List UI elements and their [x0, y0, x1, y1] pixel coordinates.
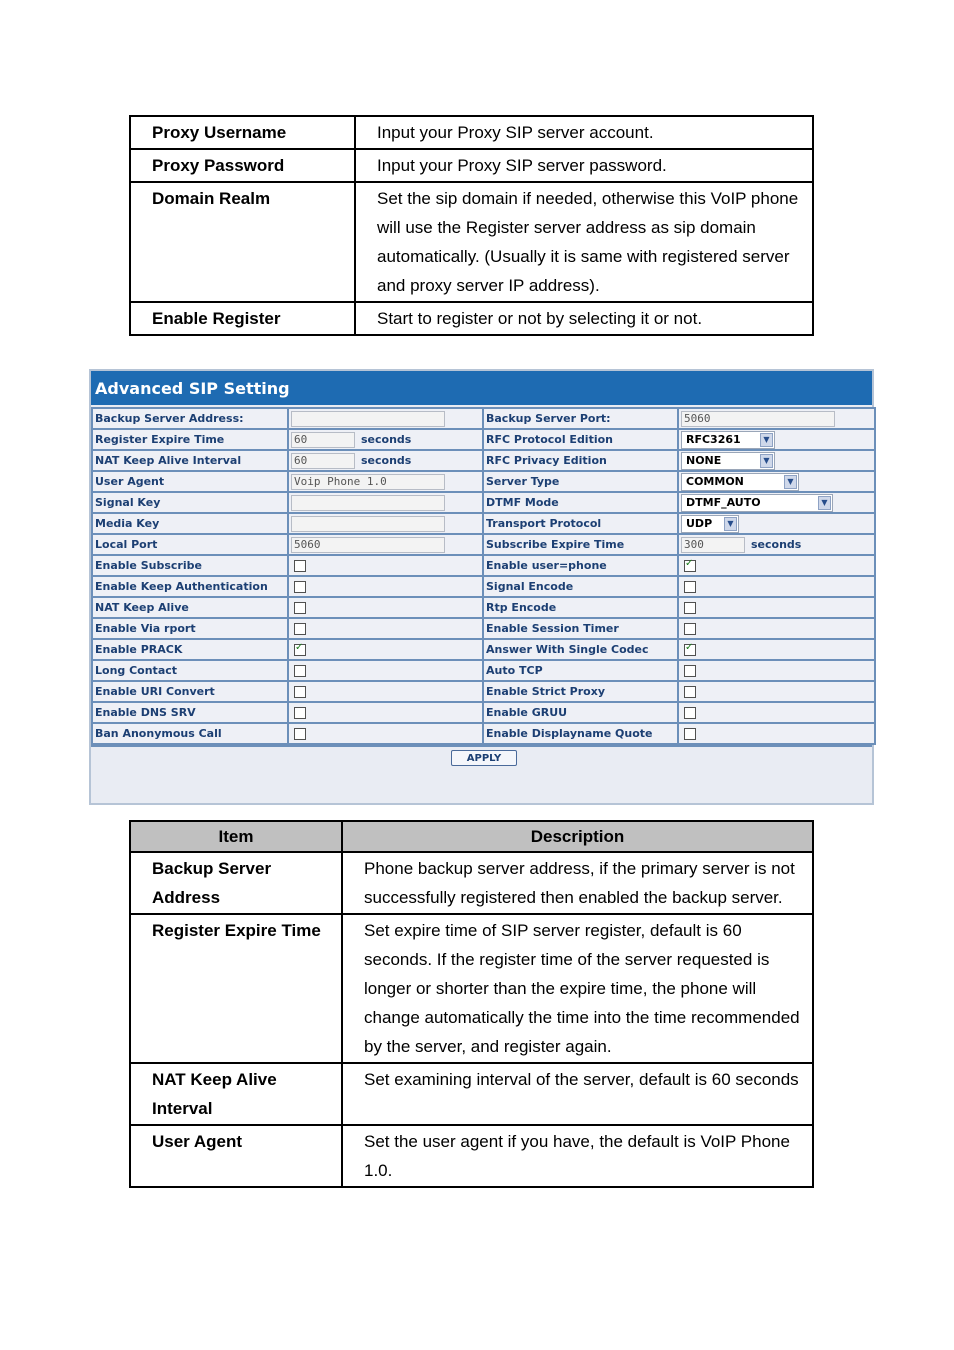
sip-setting-row [92, 534, 875, 555]
setting-label: Enable Strict Proxy [483, 681, 678, 702]
checkbox-checked[interactable] [684, 644, 696, 656]
setting-label: NAT Keep Alive Interval [92, 450, 288, 471]
table-row [130, 149, 813, 182]
description-cell: Phone backup server address, if the primary server is not successfully registered then enabled the backup server. [342, 852, 813, 914]
setting-label: Signal Encode [483, 576, 678, 597]
sip-setting-row [92, 681, 875, 702]
description-cell: Set the user agent if you have, the default is VoIP Phone 1.0. [342, 1125, 813, 1187]
setting-value [288, 702, 483, 723]
setting-label: Enable Via rport [92, 618, 288, 639]
description-cell: Set expire time of SIP server register, default is 60 seconds. If the register time of the server requested is longer or shorter than the expire time, the phone will change automatically the time into the time recommended by the server, and register again. [342, 914, 813, 1063]
setting-label: Enable Session Timer [483, 618, 678, 639]
table-row [130, 1063, 813, 1125]
item-header: Item [130, 821, 342, 852]
checkbox[interactable] [294, 581, 306, 593]
setting-label: Subscribe Expire Time [483, 534, 678, 555]
setting-value [288, 408, 483, 429]
select-dropdown[interactable] [681, 494, 833, 512]
setting-value [678, 471, 875, 492]
checkbox[interactable] [294, 707, 306, 719]
description-cell: Start to register or not by selecting it or not. [355, 302, 813, 335]
setting-label: Enable Keep Authentication [92, 576, 288, 597]
setting-label: RFC Protocol Edition [483, 429, 678, 450]
description-cell: Input your Proxy SIP server password. [355, 149, 813, 182]
setting-value [288, 639, 483, 660]
text-input[interactable] [291, 516, 445, 532]
setting-value [288, 618, 483, 639]
sip-setting-row [92, 660, 875, 681]
sip-description-table [129, 820, 814, 1188]
setting-label: Backup Server Address: [92, 408, 288, 429]
sip-setting-row [92, 702, 875, 723]
table-row [130, 182, 813, 302]
setting-label: Enable user=phone [483, 555, 678, 576]
chevron-down-icon: ▼ [760, 433, 773, 447]
setting-value [288, 660, 483, 681]
setting-value [678, 618, 875, 639]
item-cell: Domain Realm [130, 182, 355, 302]
setting-value [288, 534, 483, 555]
checkbox[interactable] [684, 623, 696, 635]
checkbox[interactable] [684, 581, 696, 593]
checkbox[interactable] [294, 560, 306, 572]
setting-label: Rtp Encode [483, 597, 678, 618]
setting-label: Enable URI Convert [92, 681, 288, 702]
setting-value [288, 555, 483, 576]
setting-value [288, 597, 483, 618]
setting-value [678, 450, 875, 471]
text-input[interactable]: 60 [291, 453, 355, 469]
setting-value [678, 660, 875, 681]
setting-value [678, 408, 875, 429]
setting-label: NAT Keep Alive [92, 597, 288, 618]
chevron-down-icon: ▼ [724, 517, 737, 531]
text-input[interactable]: 5060 [681, 411, 835, 427]
text-input[interactable]: 60 [291, 432, 355, 448]
setting-value [678, 513, 875, 534]
setting-label: Backup Server Port: [483, 408, 678, 429]
sip-setting-row [92, 597, 875, 618]
table-row [130, 116, 813, 149]
setting-value [678, 639, 875, 660]
setting-label: Answer With Single Codec [483, 639, 678, 660]
select-value: RFC3261 [686, 432, 741, 446]
item-cell: Enable Register [130, 302, 355, 335]
setting-label: Local Port [92, 534, 288, 555]
seconds-label: seconds [751, 537, 802, 551]
text-input[interactable]: 5060 [291, 537, 445, 553]
setting-value [288, 471, 483, 492]
sip-setting-row [92, 408, 875, 429]
setting-label: Enable Displayname Quote [483, 723, 678, 744]
setting-label: Ban Anonymous Call [92, 723, 288, 744]
setting-value [678, 429, 875, 450]
checkbox-checked[interactable] [684, 560, 696, 572]
setting-label: Long Contact [92, 660, 288, 681]
checkbox[interactable] [294, 623, 306, 635]
setting-value [678, 555, 875, 576]
item-cell: NAT Keep Alive Interval [130, 1063, 342, 1125]
checkbox[interactable] [684, 686, 696, 698]
sip-setting-row [92, 555, 875, 576]
select-dropdown[interactable] [681, 431, 775, 449]
setting-value [678, 702, 875, 723]
seconds-label: seconds [361, 432, 412, 446]
sip-setting-row [92, 723, 875, 744]
setting-value [288, 681, 483, 702]
item-cell: Proxy Username [130, 116, 355, 149]
setting-label: Signal Key [92, 492, 288, 513]
setting-label: DTMF Mode [483, 492, 678, 513]
setting-label: Enable GRUU [483, 702, 678, 723]
checkbox[interactable] [684, 602, 696, 614]
proxy-settings-table [129, 115, 814, 336]
setting-label: Auto TCP [483, 660, 678, 681]
setting-value [288, 450, 483, 471]
setting-value [288, 429, 483, 450]
setting-value [678, 681, 875, 702]
checkbox[interactable] [294, 728, 306, 740]
select-value: UDP [686, 516, 713, 530]
sip-setting-row [92, 429, 875, 450]
chevron-down-icon: ▼ [760, 454, 773, 468]
sip-setting-row [92, 471, 875, 492]
description-cell: Set examining interval of the server, default is 60 seconds [342, 1063, 813, 1125]
sip-setting-row [92, 639, 875, 660]
select-value: NONE [686, 453, 722, 467]
text-input[interactable]: Voip Phone 1.0 [291, 474, 445, 490]
checkbox[interactable] [684, 728, 696, 740]
chevron-down-icon: ▼ [784, 475, 797, 489]
setting-value [678, 723, 875, 744]
sip-settings-grid [91, 407, 876, 745]
setting-label: User Agent [92, 471, 288, 492]
select-dropdown[interactable] [681, 452, 775, 470]
panel-title: Advanced SIP Setting [91, 371, 872, 405]
setting-value [678, 576, 875, 597]
seconds-label: seconds [361, 453, 412, 467]
setting-value [678, 492, 875, 513]
advanced-sip-setting-panel [89, 369, 874, 805]
table-row [130, 852, 813, 914]
text-input[interactable] [291, 411, 445, 427]
table-row [130, 914, 813, 1063]
select-value: COMMON [686, 474, 744, 488]
setting-label: Enable PRACK [92, 639, 288, 660]
table-row [130, 302, 813, 335]
setting-label: Media Key [92, 513, 288, 534]
item-cell: Register Expire Time [130, 914, 342, 1063]
checkbox-checked[interactable] [294, 644, 306, 656]
item-cell: User Agent [130, 1125, 342, 1187]
text-input[interactable] [291, 495, 445, 511]
setting-label: Server Type [483, 471, 678, 492]
setting-value [678, 597, 875, 618]
setting-label: Register Expire Time [92, 429, 288, 450]
item-cell: Proxy Password [130, 149, 355, 182]
setting-value [288, 576, 483, 597]
checkbox[interactable] [294, 665, 306, 677]
text-input[interactable]: 300 [681, 537, 745, 553]
select-dropdown[interactable] [681, 515, 739, 533]
setting-label: Enable DNS SRV [92, 702, 288, 723]
sip-setting-row [92, 513, 875, 534]
setting-value [288, 723, 483, 744]
chevron-down-icon: ▼ [818, 496, 831, 510]
checkbox[interactable] [684, 707, 696, 719]
setting-label: Enable Subscribe [92, 555, 288, 576]
item-cell: Backup Server Address [130, 852, 342, 914]
apply-row [91, 745, 872, 769]
description-cell: Set the sip domain if needed, otherwise this VoIP phone will use the Register server address as sip domain automatically. (Usually it is same with registered server and proxy server IP address). [355, 182, 813, 302]
sip-setting-row [92, 492, 875, 513]
table-row [130, 1125, 813, 1187]
table-header-row [130, 821, 813, 852]
apply-button[interactable]: APPLY [451, 750, 517, 766]
setting-value [678, 534, 875, 555]
setting-label: RFC Privacy Edition [483, 450, 678, 471]
checkbox[interactable] [294, 602, 306, 614]
checkbox[interactable] [294, 686, 306, 698]
sip-setting-row [92, 576, 875, 597]
setting-value [288, 492, 483, 513]
sip-setting-row [92, 618, 875, 639]
select-dropdown[interactable] [681, 473, 799, 491]
setting-label: Transport Protocol [483, 513, 678, 534]
checkbox[interactable] [684, 665, 696, 677]
description-header: Description [342, 821, 813, 852]
select-value: DTMF_AUTO [686, 495, 761, 509]
sip-setting-row [92, 450, 875, 471]
description-cell: Input your Proxy SIP server account. [355, 116, 813, 149]
setting-value [288, 513, 483, 534]
